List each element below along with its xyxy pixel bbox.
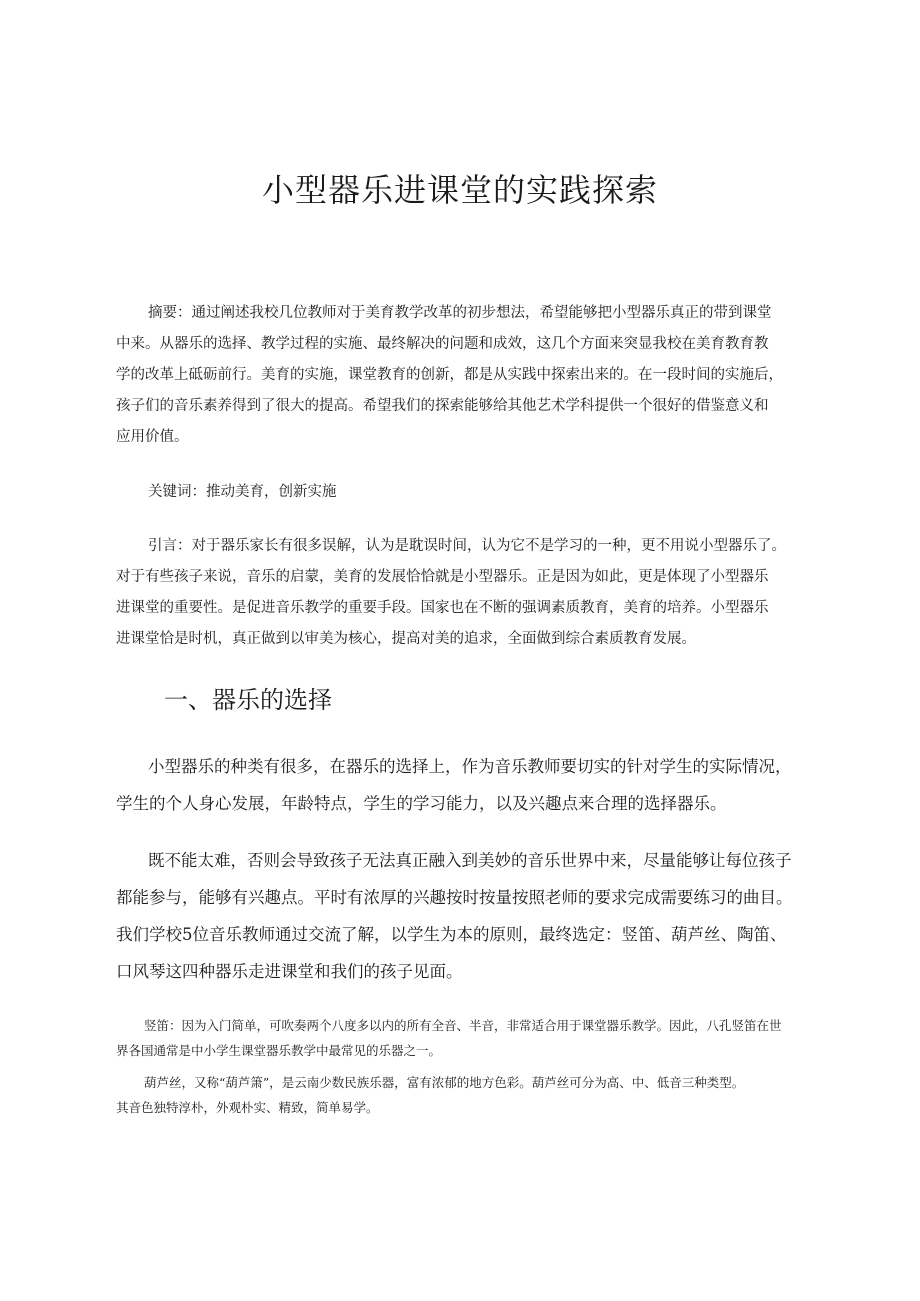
paragraph-line: 口风琴这四种器乐走进课堂和我们的孩子见面。 xyxy=(116,962,463,981)
keywords-line: 关键词：推动美育，创新实施 xyxy=(148,484,337,500)
note-line: 界各国通常是中小学生课堂器乐教学中最常见的乐器之一。 xyxy=(116,1043,442,1058)
intro-line: 对于有些孩子来说，音乐的启蒙，美育的发展恰恰就是小型器乐。正是因为如此，更是体现了小型器乐 xyxy=(116,569,769,585)
paragraph-line: 都能参与，能够有兴趣点。平时有浓厚的兴趣按时按量按照老师的要求完成需要练习的曲目。 xyxy=(116,888,793,907)
intro-line: 进课堂恰是时机，真正做到以审美为核心，提高对美的追求，全面做到综合素质教育发展。 xyxy=(116,631,696,647)
intro-line: 引言：对于器乐家长有很多误解，认为是耽误时间，认为它不是学习的一种，更不用说小型器乐了。 xyxy=(148,538,786,554)
section1-paragraph-1 xyxy=(116,748,812,822)
paragraph-line: 学生的个人身心发展，年龄特点，学生的学习能力，以及兴趣点来合理的选择器乐。 xyxy=(116,794,727,813)
section1-paragraph-2 xyxy=(116,842,812,990)
document-title: 小型器乐进课堂的实践探索 xyxy=(261,171,658,209)
abstract-paragraph xyxy=(116,298,812,453)
abstract-line: 学的改革上砥砺前行。美育的实施，课堂教育的创新，都是从实践中探索出来的。在一段时间的实施后， xyxy=(116,367,783,383)
note-shudi xyxy=(116,1013,812,1063)
intro-paragraph xyxy=(116,531,812,655)
abstract-line: 应用价值。 xyxy=(116,429,189,445)
paragraph-line: 我们学校5位音乐教师通过交流了解，以学生为本的原则，最终选定：竖笛、葫芦丝、陶笛、 xyxy=(116,925,787,944)
note-line: 其音色独特淳朴，外观朴实、精致，简单易学。 xyxy=(116,1100,379,1115)
paragraph-line: 既不能太难，否则会导致孩子无法真正融入到美妙的音乐世界中来，尽量能够让每位孩子 xyxy=(148,851,792,870)
abstract-line: 摘要：通过阐述我校几位教师对于美育教学改革的初步想法，希望能够把小型器乐真正的带到课堂 xyxy=(148,305,772,321)
paragraph-line: 小型器乐的种类有很多，在器乐的选择上，作为音乐教师要切实的针对学生的实际情况， xyxy=(148,757,792,776)
note-hulusi xyxy=(116,1070,812,1120)
intro-line: 进课堂的重要性。是促进音乐教学的重要手段。国家也在不断的强调素质教育，美育的培养。小型器乐 xyxy=(116,600,769,616)
note-line: 竖笛：因为入门简单，可吹奏两个八度多以内的所有全音、半音，非常适合用于课堂器乐教学。因此，八孔竖笛在世 xyxy=(144,1018,782,1033)
section-heading: 一、器乐的选择 xyxy=(164,686,332,714)
abstract-line: 孩子们的音乐素养得到了很大的提高。希望我们的探索能够给其他艺术学科提供一个很好的借鉴意义和 xyxy=(116,398,769,414)
keywords xyxy=(116,477,812,508)
note-line: 葫芦丝，又称“葫芦箫”，是云南少数民族乐器，富有浓郁的地方色彩。葫芦丝可分为高、中、低音三种类型。 xyxy=(144,1075,745,1090)
abstract-line: 中来。从器乐的选择、教学过程的实施、最终解决的问题和成效，这几个方面来突显我校在美育教育教 xyxy=(116,336,769,352)
